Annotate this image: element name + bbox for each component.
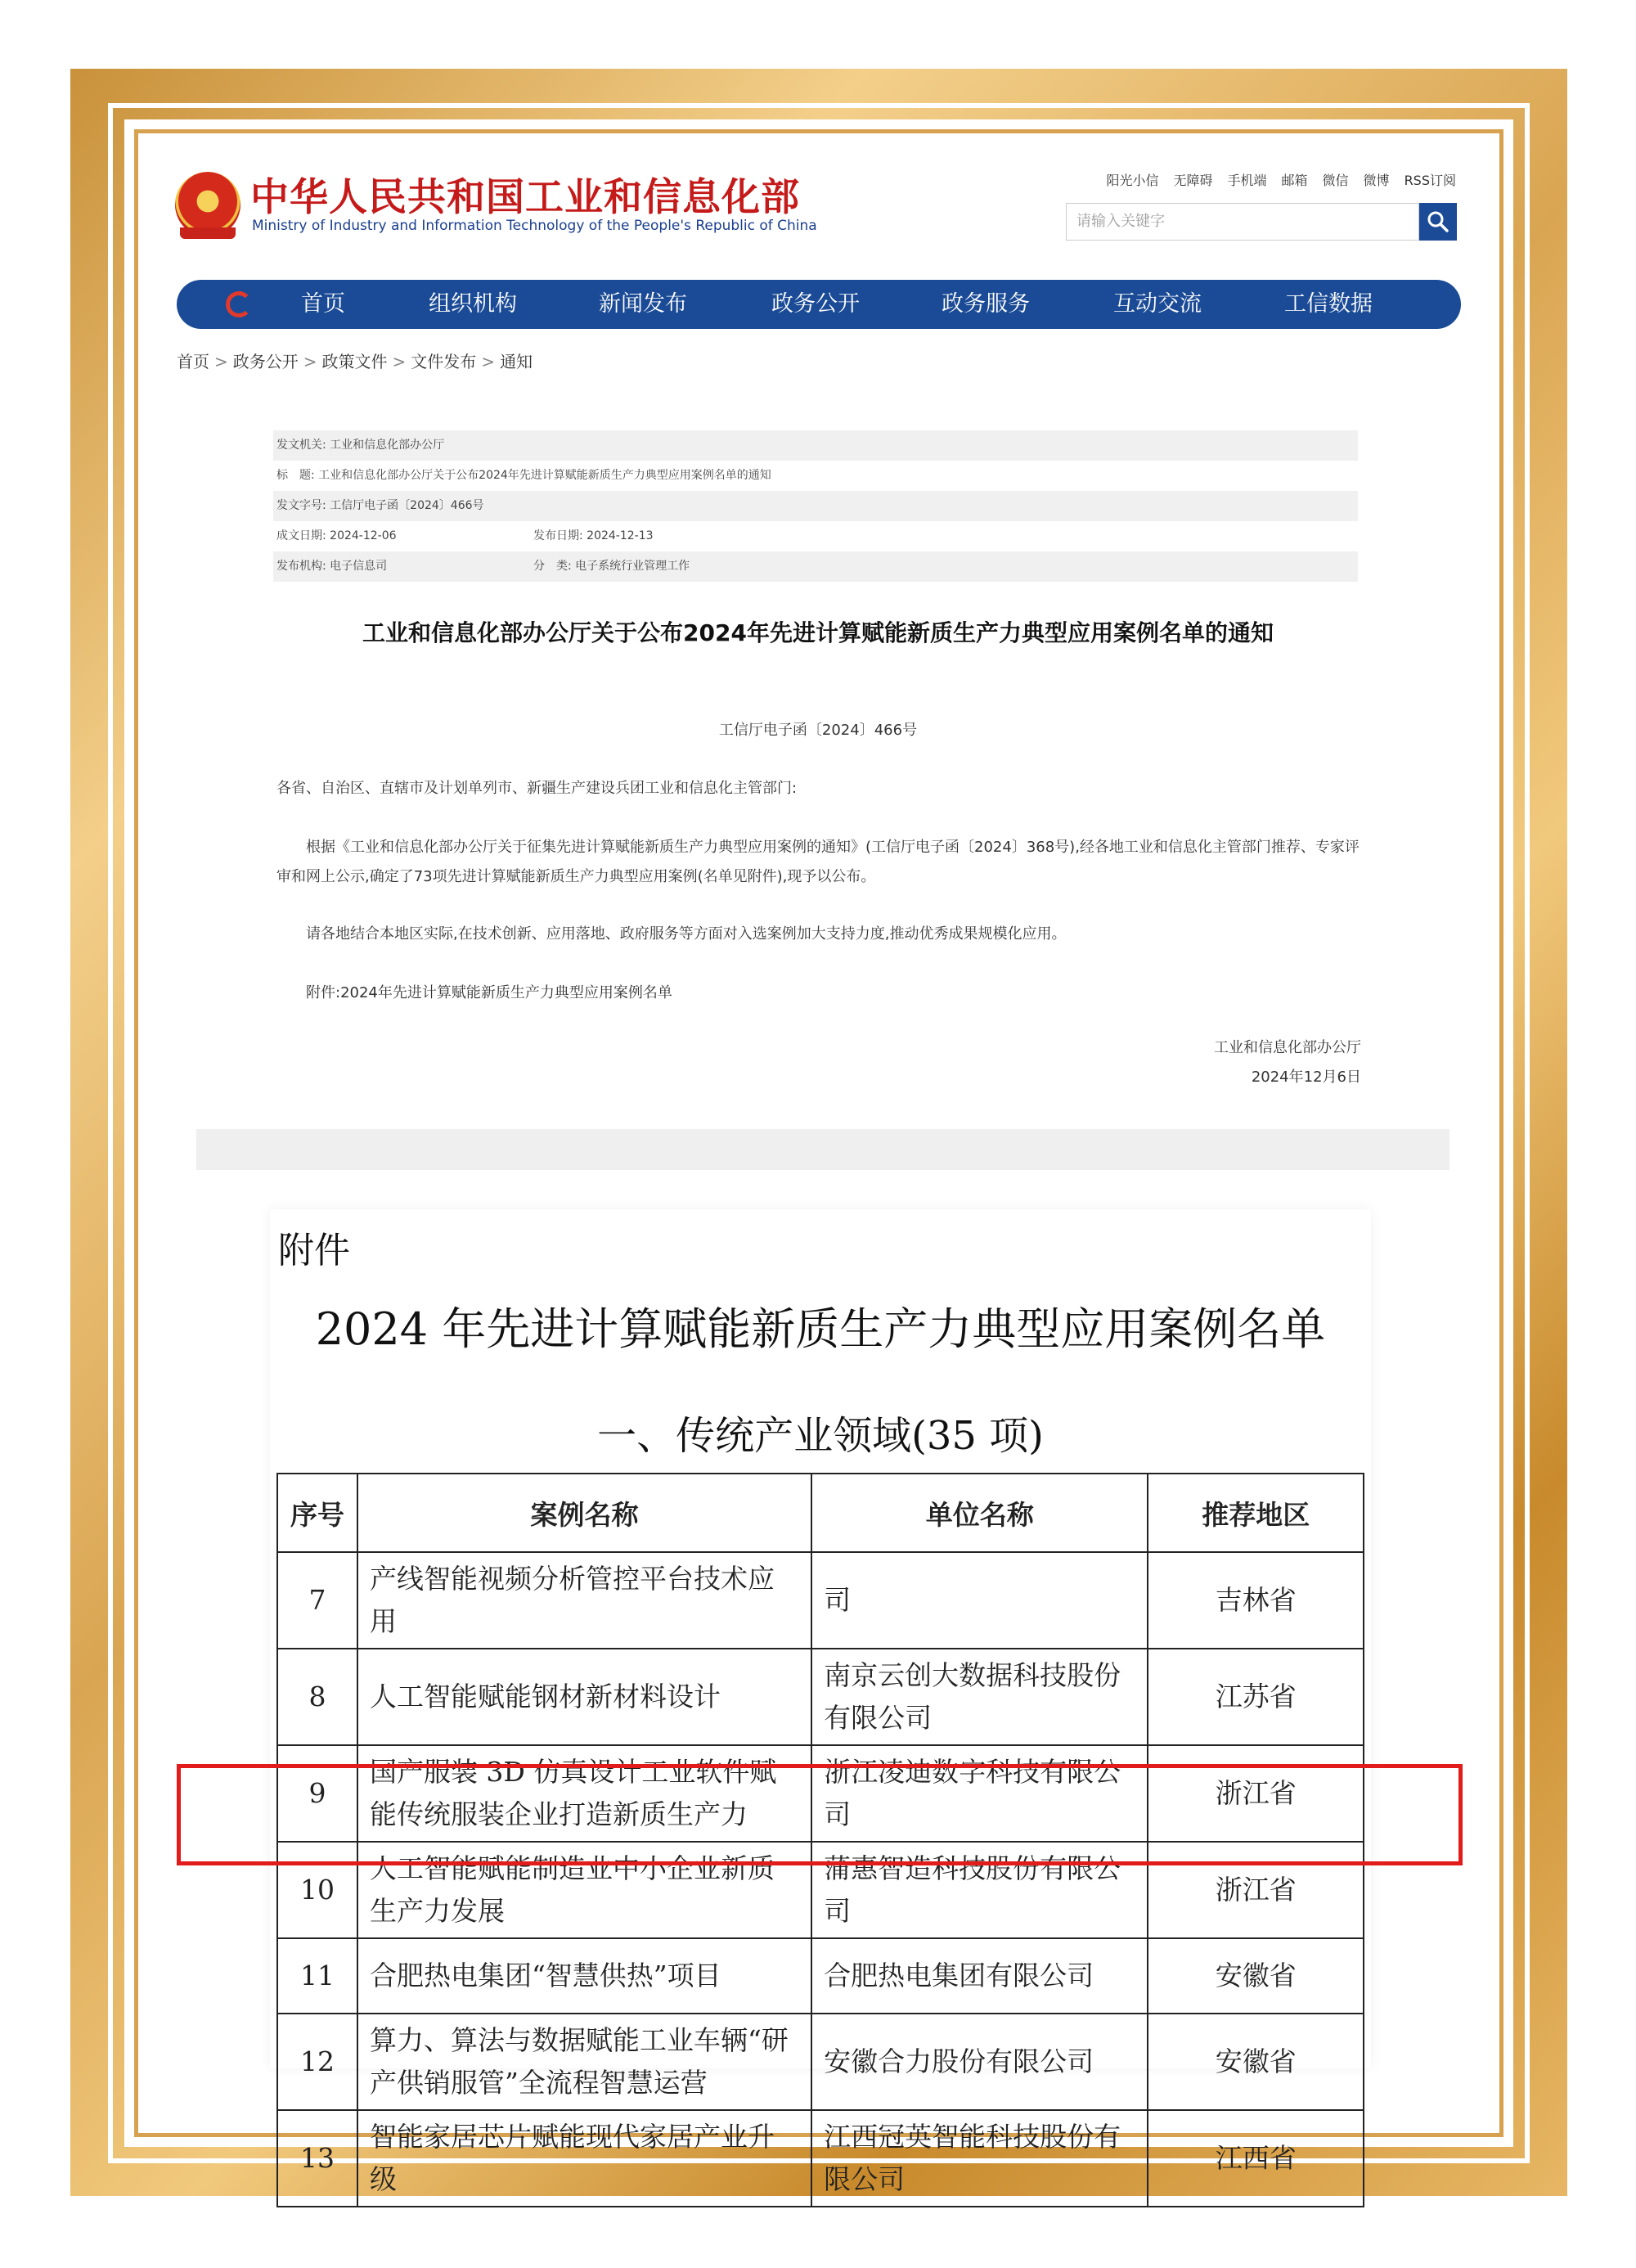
breadcrumb-release[interactable]: 文件发布 bbox=[411, 352, 477, 371]
row-unit-name: 浙江凌迪数字科技有限公司 bbox=[811, 1745, 1148, 1842]
attachment-section-title: 一、传统产业领域(35 项) bbox=[597, 1413, 1044, 1459]
search-button[interactable] bbox=[1419, 203, 1457, 241]
nav-government-affairs[interactable]: 政务公开 bbox=[771, 291, 860, 317]
top-link-sunshine[interactable]: 阳光小信 bbox=[1106, 173, 1159, 188]
meta-org-label: 发布机构: bbox=[276, 560, 326, 573]
table-row bbox=[277, 1938, 1364, 2014]
nav-data[interactable]: 工信数据 bbox=[1284, 291, 1373, 317]
nav-services[interactable]: 政务服务 bbox=[942, 291, 1030, 317]
top-link-mail[interactable]: 邮箱 bbox=[1281, 173, 1308, 188]
emblem-base bbox=[180, 227, 236, 239]
row-unit-name: 南京云创大数据科技股份有限公司 bbox=[811, 1649, 1148, 1745]
row-region: 安徽省 bbox=[1148, 2014, 1364, 2110]
header-number: 序号 bbox=[277, 1474, 357, 1552]
attachment-image bbox=[270, 1209, 1371, 2195]
document-metadata bbox=[273, 430, 1358, 582]
row-unit-name: 蒲惠智造科技股份有限公司 bbox=[811, 1842, 1148, 1938]
document-paragraph-2: 请各地结合本地区实际,在技术创新、应用落地、政府服务等方面对入选案例加大支持力度,推动优秀成果规模化应用。 bbox=[306, 925, 1067, 943]
row-unit-name: 司 bbox=[811, 1552, 1148, 1649]
row-region: 浙江省 bbox=[1148, 1745, 1364, 1842]
row-region: 江西省 bbox=[1148, 2110, 1364, 2207]
site-subtitle: Ministry of Industry and Information Technology of the People's Republic of China bbox=[252, 218, 817, 234]
meta-dates-row bbox=[273, 521, 1358, 551]
highlight-box bbox=[177, 1764, 1463, 1865]
row-case-name: 智能家居芯片赋能现代家居产业升级 bbox=[357, 2110, 811, 2207]
row-number: 10 bbox=[277, 1842, 357, 1938]
table-header-row bbox=[277, 1474, 1364, 1552]
document-title: 工业和信息化部办公厅关于公布2024年先进计算赋能新质生产力典型应用案例名单的通知 bbox=[362, 619, 1274, 646]
nav-logo-icon[interactable] bbox=[226, 291, 252, 317]
header-case-name: 案例名称 bbox=[357, 1474, 811, 1552]
document-attachment-note: 附件:2024年先进计算赋能新质生产力典型应用案例名单 bbox=[306, 984, 672, 1001]
row-case-name: 人工智能赋能制造业中小企业新质生产力发展 bbox=[357, 1842, 811, 1938]
row-number: 7 bbox=[277, 1552, 357, 1649]
signature-date: 2024年12月6日 bbox=[1251, 1069, 1361, 1086]
meta-created: 2024-12-06 bbox=[330, 529, 397, 542]
attachment-title: 2024 年先进计算赋能新质生产力典型应用案例名单 bbox=[315, 1303, 1326, 1355]
document-number: 工信厅电子函〔2024〕466号 bbox=[718, 722, 918, 739]
row-unit-name: 合肥热电集团有限公司 bbox=[811, 1938, 1148, 2014]
meta-docno: 工信厅电子函〔2024〕466号 bbox=[330, 499, 484, 512]
meta-title-row bbox=[273, 461, 1358, 491]
meta-title-label: 标 题: bbox=[276, 469, 315, 482]
document-paragraph-1: 根据《工业和信息化部办公厅关于征集先进计算赋能新质生产力典型应用案例的通知》(工信厅电子函〔2024〕368号),经各地工业和信息化主管部门推荐、专家评审和网上公示,确定了73项先进计算赋能新质生产力典型应用案例(名单见附件),现予以公布。 bbox=[276, 839, 1360, 885]
row-case-name: 合肥热电集团“智慧供热”项目 bbox=[357, 1938, 811, 2014]
top-link-mobile[interactable]: 手机端 bbox=[1227, 173, 1267, 188]
meta-published-label: 发布日期: bbox=[533, 529, 583, 542]
document-salutation: 各省、自治区、直辖市及计划单列市、新疆生产建设兵团工业和信息化主管部门: bbox=[276, 780, 798, 797]
separator-band bbox=[196, 1129, 1449, 1170]
row-region: 江苏省 bbox=[1148, 1649, 1364, 1745]
row-number: 9 bbox=[277, 1745, 357, 1842]
meta-docno-row bbox=[273, 491, 1358, 521]
top-link-rss[interactable]: RSS订阅 bbox=[1404, 173, 1456, 188]
row-region: 安徽省 bbox=[1148, 1938, 1364, 2014]
meta-org-row bbox=[273, 551, 1358, 582]
meta-created-label: 成文日期: bbox=[276, 529, 326, 542]
row-number: 8 bbox=[277, 1649, 357, 1745]
meta-title: 工业和信息化部办公厅关于公布2024年先进计算赋能新质生产力典型应用案例名单的通知 bbox=[318, 469, 771, 482]
meta-issuer-label: 发文机关: bbox=[276, 439, 326, 452]
table-row bbox=[277, 1552, 1364, 1649]
row-region: 浙江省 bbox=[1148, 1842, 1364, 1938]
table-row bbox=[277, 2014, 1364, 2110]
row-region: 吉林省 bbox=[1148, 1552, 1364, 1649]
breadcrumb-notice[interactable]: 通知 bbox=[500, 352, 533, 371]
row-case-name: 产线智能视频分析管控平台技术应用 bbox=[357, 1552, 811, 1649]
main-nav bbox=[177, 280, 1461, 329]
table-row bbox=[277, 2110, 1364, 2207]
breadcrumb-home[interactable]: 首页 bbox=[177, 352, 209, 371]
signature-org: 工业和信息化部办公厅 bbox=[1214, 1039, 1361, 1056]
nav-news[interactable]: 新闻发布 bbox=[599, 291, 687, 317]
top-links bbox=[1063, 170, 1456, 189]
breadcrumb: 首页 > 政务公开 > 政策文件 > 文件发布 > 通知 bbox=[177, 352, 533, 371]
meta-org: 电子信息司 bbox=[330, 560, 388, 573]
row-case-name: 国产服装 3D 仿真设计工业软件赋能传统服装企业打造新质生产力 bbox=[357, 1745, 811, 1842]
breadcrumb-policy[interactable]: 政策文件 bbox=[321, 352, 388, 371]
nav-organization[interactable]: 组织机构 bbox=[429, 291, 517, 317]
meta-issuer-row bbox=[273, 430, 1358, 461]
row-number: 13 bbox=[277, 2110, 357, 2207]
row-case-name: 算力、算法与数据赋能工业车辆“研产供销服管”全流程智慧运营 bbox=[357, 2014, 811, 2110]
row-unit-name: 江西冠英智能科技股份有限公司 bbox=[811, 2110, 1148, 2207]
header-unit-name: 单位名称 bbox=[811, 1474, 1148, 1552]
search-icon bbox=[1427, 210, 1449, 233]
site-title[interactable]: 中华人民共和国工业和信息化部 bbox=[250, 175, 800, 220]
meta-category-label: 分 类: bbox=[533, 560, 572, 573]
row-number: 11 bbox=[277, 1938, 357, 2014]
meta-category: 电子系统行业管理工作 bbox=[575, 560, 690, 573]
row-case-name: 人工智能赋能钢材新材料设计 bbox=[357, 1649, 811, 1745]
table-row bbox=[277, 1649, 1364, 1745]
top-link-wechat[interactable]: 微信 bbox=[1322, 173, 1349, 188]
row-number: 12 bbox=[277, 2014, 357, 2110]
row-unit-name: 安徽合力股份有限公司 bbox=[811, 2014, 1148, 2110]
meta-docno-label: 发文字号: bbox=[276, 499, 326, 512]
top-link-weibo[interactable]: 微博 bbox=[1363, 173, 1390, 188]
top-link-accessibility[interactable]: 无障碍 bbox=[1173, 173, 1213, 188]
nav-interaction[interactable]: 互动交流 bbox=[1113, 291, 1202, 317]
meta-issuer: 工业和信息化部办公厅 bbox=[330, 439, 445, 452]
breadcrumb-gov[interactable]: 政务公开 bbox=[232, 352, 299, 371]
header-region: 推荐地区 bbox=[1148, 1474, 1364, 1552]
meta-published: 2024-12-13 bbox=[587, 529, 654, 542]
search-input[interactable]: 请输入关键字 bbox=[1066, 203, 1419, 241]
nav-home[interactable]: 首页 bbox=[301, 291, 345, 317]
attachment-label: 附件 bbox=[278, 1230, 350, 1271]
